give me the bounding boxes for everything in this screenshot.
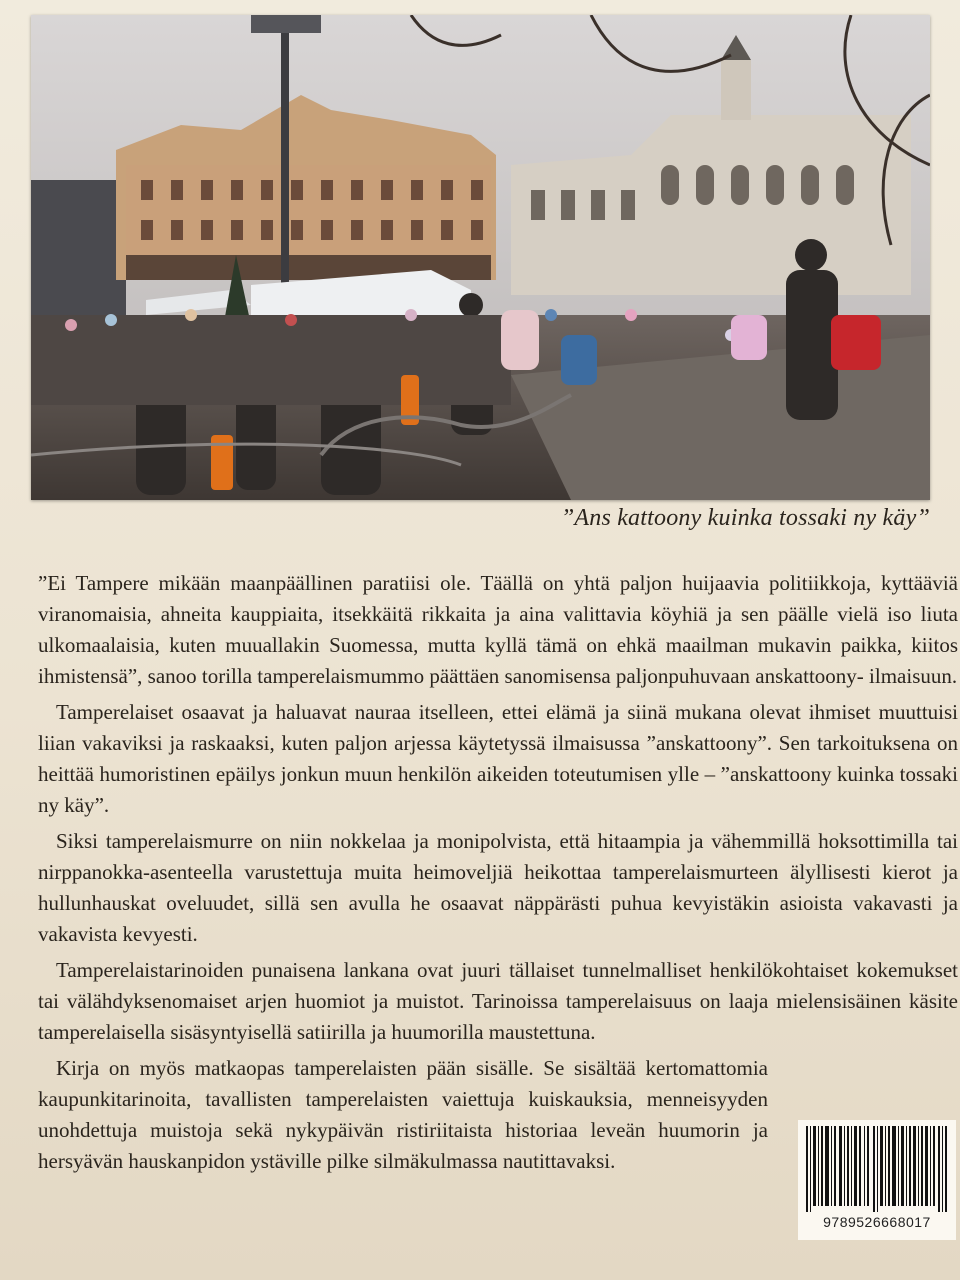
isbn-number: 9789526668017 xyxy=(823,1214,931,1230)
barcode xyxy=(798,1120,956,1240)
body-text xyxy=(38,568,958,1182)
christmas-market-photo xyxy=(31,15,930,500)
photo-caption: ”Ans kattoony kuinka tossaki ny käy” xyxy=(560,505,930,531)
paragraph: Siksi tamperelaismurre on niin nokkelaa ja monipolvista, että hitaampia ja vähemmillä hoksottimilla tai nirppanokka-asenteella varustettuja muita heimoveljiä heikottaa tamperelaismurteen älyllisesti kierot ja hullunhauskat oveluudet, sillä sen avulla he osaavat näppärästi puhua kevyistäkin asioista vakavasti ja vakavista kevyesti. xyxy=(38,829,958,946)
paragraph: Tamperelaistarinoiden punaisena lankana ovat juuri tällaiset tunnelmalliset henkilökohtaiset kokemukset tai välähdyksenomaiset arjen huomiot ja muistot. Tarinoissa tamperelaisuus on laaja mielensisäinen käsite tamperelaisella sisäsyntyisellä satiirilla ja huumorilla maustettuna. xyxy=(38,958,958,1044)
barcode-bars xyxy=(804,1126,950,1212)
paragraph: Tamperelaiset osaavat ja haluavat nauraa itselleen, ettei elämä ja siinä mukana olevat ihmiset muuttuisi liian vakaviksi ja raskaaksi, kuten paljon arjessa käytetyssä ilmaisussa ”anskattoony”. Sen tarkoituksena on heittää humoristinen epäilys jonkun muun henkilön aikeiden toteutumisen ylle – ”anskattoony kuinka tossaki ny käy”. xyxy=(38,700,958,817)
cover-photo xyxy=(31,15,930,500)
paragraph: Kirja on myös matkaopas tamperelaisten pään sisälle. Se sisältää kertomattomia kaupunkitarinoita, tavallisten tamperelaisten vaiettuja kuiskauksia, menneisyyden unohdettuja muistoja sekä nykypäivän ristiriitaista historiaa leveän huumorin ja hersyävän hauskanpidon ystäville pilke silmäkulmassa nautittavaksi. xyxy=(38,1056,768,1173)
paragraph: ”Ei Tampere mikään maanpäällinen paratiisi ole. Täällä on yhtä paljon huijaavia politiikkoja, kyttääviä viranomaisia, ahneita kauppiaita, itsekkäitä rikkaita ja aina valittavia köyhiä ja sen päälle vielä iso liuta ulkomaalaisia, kuten muuallakin Suomessa, mutta kyllä tämä on ehkä maailman mukavin paikka, kiitos ihmistensä”, sanoo torilla tamperelaismummo päättäen sanomisensa paljonpuhuvaan anskattoony- ilmaisuun. xyxy=(38,571,958,688)
